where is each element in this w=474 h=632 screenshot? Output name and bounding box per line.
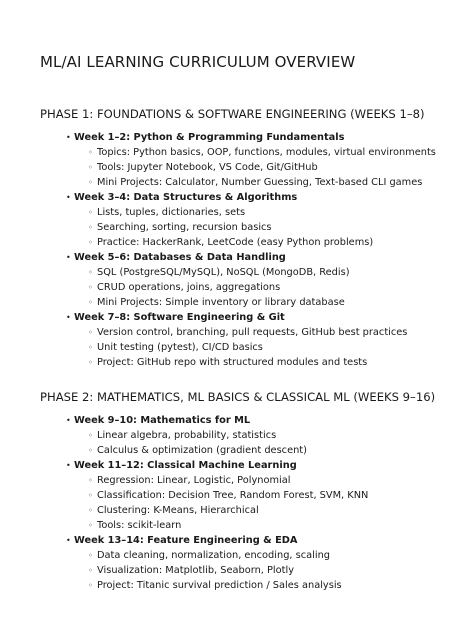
bullet-icon: • xyxy=(66,313,71,322)
week-label: Week 3–4: Data Structures & Algorithms xyxy=(74,192,298,203)
list-item-text: Practice: HackerRank, LeetCode (easy Python problems) xyxy=(97,237,374,248)
sub-bullet-icon: ◦ xyxy=(88,506,93,515)
list-item xyxy=(0,175,474,190)
list-item xyxy=(0,205,474,220)
phase-heading: PHASE 2: MATHEMATICS, ML BASICS & CLASSICAL ML (WEEKS 9–16) xyxy=(40,390,436,404)
list-item-text: Project: Titanic survival prediction / Sales analysis xyxy=(97,580,342,591)
list-item xyxy=(0,265,474,280)
week-heading-row xyxy=(0,413,474,428)
list-item xyxy=(0,488,474,503)
phase-1-week-list xyxy=(0,130,474,370)
sub-bullet-icon: ◦ xyxy=(88,328,93,337)
week-label: Week 7–8: Software Engineering & Git xyxy=(74,312,285,323)
list-item-text: Linear algebra, probability, statistics xyxy=(97,430,277,441)
sub-bullet-icon: ◦ xyxy=(88,298,93,307)
sub-bullet-icon: ◦ xyxy=(88,238,93,247)
week-section xyxy=(0,413,474,458)
list-item xyxy=(0,518,474,533)
list-item-text: Clustering: K-Means, Hierarchical xyxy=(97,505,259,516)
week-section xyxy=(0,130,474,190)
list-item xyxy=(0,145,474,160)
week-label: Week 11–12: Classical Machine Learning xyxy=(74,460,297,471)
list-item xyxy=(0,280,474,295)
week-heading-row xyxy=(0,533,474,548)
list-item-text: Topics: Python basics, OOP, functions, modules, virtual environments xyxy=(97,147,436,158)
sub-bullet-icon: ◦ xyxy=(88,163,93,172)
week-label: Week 13–14: Feature Engineering & EDA xyxy=(74,535,298,546)
week-section xyxy=(0,458,474,533)
list-item-text: Classification: Decision Tree, Random Forest, SVM, KNN xyxy=(97,490,369,501)
document-title: ML/AI LEARNING CURRICULUM OVERVIEW xyxy=(40,53,356,71)
list-item xyxy=(0,295,474,310)
list-item-text: SQL (PostgreSQL/MySQL), NoSQL (MongoDB, Redis) xyxy=(97,267,350,278)
sub-bullet-icon: ◦ xyxy=(88,283,93,292)
bullet-icon: • xyxy=(66,416,71,425)
list-item xyxy=(0,235,474,250)
list-item-text: Version control, branching, pull requests, GitHub best practices xyxy=(97,327,408,338)
week-label: Week 9–10: Mathematics for ML xyxy=(74,415,251,426)
list-item-text: Tools: Jupyter Notebook, VS Code, Git/GitHub xyxy=(97,162,318,173)
sub-bullet-icon: ◦ xyxy=(88,268,93,277)
sub-bullet-icon: ◦ xyxy=(88,476,93,485)
week-heading-row xyxy=(0,458,474,473)
list-item-text: Mini Projects: Calculator, Number Guessing, Text-based CLI games xyxy=(97,177,423,188)
list-item-text: Calculus & optimization (gradient descent) xyxy=(97,445,307,456)
list-item xyxy=(0,473,474,488)
week-heading-row xyxy=(0,130,474,145)
week-section xyxy=(0,310,474,370)
list-item xyxy=(0,340,474,355)
list-item xyxy=(0,548,474,563)
sub-bullet-icon: ◦ xyxy=(88,446,93,455)
list-item xyxy=(0,578,474,593)
list-item-text: Unit testing (pytest), CI/CD basics xyxy=(97,342,263,353)
list-item xyxy=(0,428,474,443)
list-item-text: Visualization: Matplotlib, Seaborn, Plotly xyxy=(97,565,294,576)
bullet-icon: • xyxy=(66,536,71,545)
sub-bullet-icon: ◦ xyxy=(88,358,93,367)
list-item-text: Lists, tuples, dictionaries, sets xyxy=(97,207,246,218)
sub-bullet-icon: ◦ xyxy=(88,551,93,560)
list-item xyxy=(0,220,474,235)
week-heading-row xyxy=(0,310,474,325)
list-item-text: Regression: Linear, Logistic, Polynomial xyxy=(97,475,291,486)
bullet-icon: • xyxy=(66,193,71,202)
list-item-text: Project: GitHub repo with structured modules and tests xyxy=(97,357,368,368)
sub-bullet-icon: ◦ xyxy=(88,223,93,232)
list-item xyxy=(0,563,474,578)
week-heading-row xyxy=(0,190,474,205)
sub-bullet-icon: ◦ xyxy=(88,178,93,187)
list-item-text: Data cleaning, normalization, encoding, scaling xyxy=(97,550,331,561)
week-section xyxy=(0,250,474,310)
week-label: Week 5–6: Databases & Data Handling xyxy=(74,252,286,263)
list-item-text: Tools: scikit-learn xyxy=(97,520,182,531)
bullet-icon: • xyxy=(66,253,71,262)
phase-heading: PHASE 1: FOUNDATIONS & SOFTWARE ENGINEERING (WEEKS 1–8) xyxy=(40,107,425,121)
week-heading-row xyxy=(0,250,474,265)
sub-bullet-icon: ◦ xyxy=(88,566,93,575)
sub-bullet-icon: ◦ xyxy=(88,343,93,352)
week-label: Week 1–2: Python & Programming Fundamentals xyxy=(74,132,345,143)
list-item xyxy=(0,443,474,458)
list-item-text: CRUD operations, joins, aggregations xyxy=(97,282,281,293)
sub-bullet-icon: ◦ xyxy=(88,148,93,157)
week-section xyxy=(0,190,474,250)
sub-bullet-icon: ◦ xyxy=(88,521,93,530)
list-item-text: Searching, sorting, recursion basics xyxy=(97,222,272,233)
sub-bullet-icon: ◦ xyxy=(88,208,93,217)
list-item xyxy=(0,355,474,370)
list-item xyxy=(0,325,474,340)
list-item xyxy=(0,160,474,175)
list-item-text: Mini Projects: Simple inventory or library database xyxy=(97,297,345,308)
sub-bullet-icon: ◦ xyxy=(88,491,93,500)
sub-bullet-icon: ◦ xyxy=(88,581,93,590)
sub-bullet-icon: ◦ xyxy=(88,431,93,440)
bullet-icon: • xyxy=(66,461,71,470)
list-item xyxy=(0,503,474,518)
phase-2-week-list xyxy=(0,413,474,593)
bullet-icon: • xyxy=(66,133,71,142)
week-section xyxy=(0,533,474,593)
